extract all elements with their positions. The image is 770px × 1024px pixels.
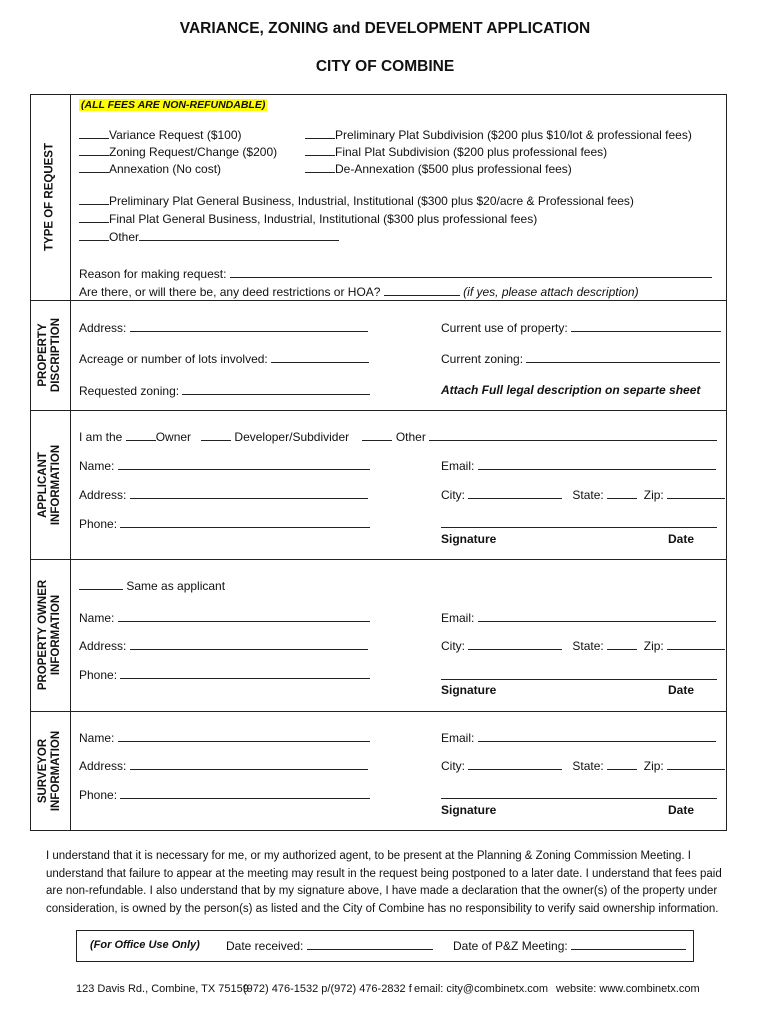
section-divider: [30, 410, 727, 411]
section-label-property-owner: PROPERTY OWNER INFORMATION: [37, 579, 62, 691]
applicant-signature-label: Signature: [441, 532, 497, 546]
current-zoning-field[interactable]: Current zoning:: [441, 351, 720, 366]
section-divider: [30, 559, 727, 560]
office-use-label: (For Office Use Only): [90, 939, 200, 951]
deed-restrictions-field[interactable]: Are there, or will there be, any deed restrictions or HOA? (if yes, please attach description): [79, 285, 639, 299]
option-de-annexation[interactable]: De-Annexation ($500 plus professional fees): [305, 161, 572, 176]
property-address-field[interactable]: Address:: [79, 320, 368, 335]
option-zoning-request[interactable]: Zoning Request/Change ($200): [79, 144, 277, 159]
option-preliminary-plat-subdivision[interactable]: Preliminary Plat Subdivision ($200 plus $10/lot & professional fees): [305, 127, 692, 142]
owner-date-label: Date: [668, 683, 695, 697]
section-label-property-description: PROPERTY DISCRIPTION: [37, 317, 62, 393]
same-as-applicant-field[interactable]: Same as applicant: [79, 578, 225, 593]
option-other[interactable]: Other: [79, 229, 339, 244]
owner-phone-field[interactable]: Phone:: [79, 667, 370, 682]
page-subtitle: CITY OF COMBINE: [315, 58, 455, 75]
applicant-address-field[interactable]: Address:: [79, 487, 368, 502]
surveyor-signature-label: Signature: [441, 803, 497, 817]
applicant-phone-field[interactable]: Phone:: [79, 516, 370, 531]
legal-description-note: Attach Full legal description on separte sheet: [441, 383, 701, 397]
option-preliminary-plat-general-business[interactable]: Preliminary Plat General Business, Industrial, Institutional ($300 plus $20/acre & Professional fees): [79, 193, 634, 208]
requested-zoning-field[interactable]: Requested zoning:: [79, 383, 370, 398]
acknowledgement-statement: I understand that it is necessary for me, or my authorized agent, to be present at the Planning & Zoning Commission Meeting. I understand that failure to appear at the meeting may result in the request being postponed to a later date. I understand that fees paid are non-refundable. I also understand that by my signature above, I have made a declaration that the owner(s) of the property under consideration, is owned by the person(s) as listed and the City of Combine has no responsibility to verify said ownership information.: [46, 850, 722, 915]
surveyor-name-field[interactable]: Name:: [79, 730, 370, 745]
owner-signature-line[interactable]: [441, 679, 717, 680]
date-received-field[interactable]: Date received:: [226, 938, 433, 953]
footer-email[interactable]: email: city@combinetx.com: [414, 983, 549, 995]
fee-note: (ALL FEES ARE NON-REFUNDABLE): [81, 99, 266, 111]
section-label-surveyor: SURVEYOR INFORMATION: [37, 730, 62, 812]
owner-email-field[interactable]: Email:: [441, 610, 716, 625]
section-divider: [30, 711, 727, 712]
option-variance-request[interactable]: Variance Request ($100): [79, 127, 242, 142]
applicant-email-field[interactable]: Email:: [441, 458, 716, 473]
reason-field[interactable]: Reason for making request:: [79, 266, 712, 281]
applicant-name-field[interactable]: Name:: [79, 458, 370, 473]
surveyor-email-field[interactable]: Email:: [441, 730, 716, 745]
owner-city-state-zip[interactable]: City: State: Zip:: [441, 638, 725, 653]
applicant-city-state-zip[interactable]: City: State: Zip:: [441, 487, 725, 502]
surveyor-signature-line[interactable]: [441, 798, 717, 799]
option-annexation[interactable]: Annexation (No cost): [79, 161, 221, 176]
section-divider: [30, 300, 727, 301]
owner-address-field[interactable]: Address:: [79, 638, 368, 653]
owner-name-field[interactable]: Name:: [79, 610, 370, 625]
page-title: VARIANCE, ZONING and DEVELOPMENT APPLICATION: [179, 20, 591, 37]
pz-meeting-date-field[interactable]: Date of P&Z Meeting:: [453, 938, 686, 953]
surveyor-phone-field[interactable]: Phone:: [79, 787, 370, 802]
option-final-plat-subdivision[interactable]: Final Plat Subdivision ($200 plus professional fees): [305, 144, 607, 159]
footer-phone: (972) 476-1532 p/(972) 476-2832 f: [243, 983, 412, 995]
surveyor-address-field[interactable]: Address:: [79, 758, 368, 773]
option-final-plat-general-business[interactable]: Final Plat General Business, Industrial, Institutional ($300 plus professional fees): [79, 211, 537, 226]
surveyor-date-label: Date: [668, 803, 695, 817]
label-column-divider: [70, 94, 71, 831]
owner-signature-label: Signature: [441, 683, 497, 697]
acreage-field[interactable]: Acreage or number of lots involved:: [79, 351, 369, 366]
footer-website[interactable]: website: www.combinetx.com: [556, 983, 700, 995]
applicant-date-label: Date: [668, 532, 695, 546]
section-label-type-of-request: TYPE OF REQUEST: [43, 143, 56, 251]
section-label-applicant: APPLICANT INFORMATION: [37, 444, 62, 526]
applicant-signature-line[interactable]: [441, 527, 717, 528]
surveyor-city-state-zip[interactable]: City: State: Zip:: [441, 758, 725, 773]
current-use-field[interactable]: Current use of property:: [441, 320, 721, 335]
applicant-role-field[interactable]: I am the Owner Developer/Subdivider Other: [79, 429, 717, 444]
footer-address: 123 Davis Rd., Combine, TX 75159: [76, 983, 249, 995]
